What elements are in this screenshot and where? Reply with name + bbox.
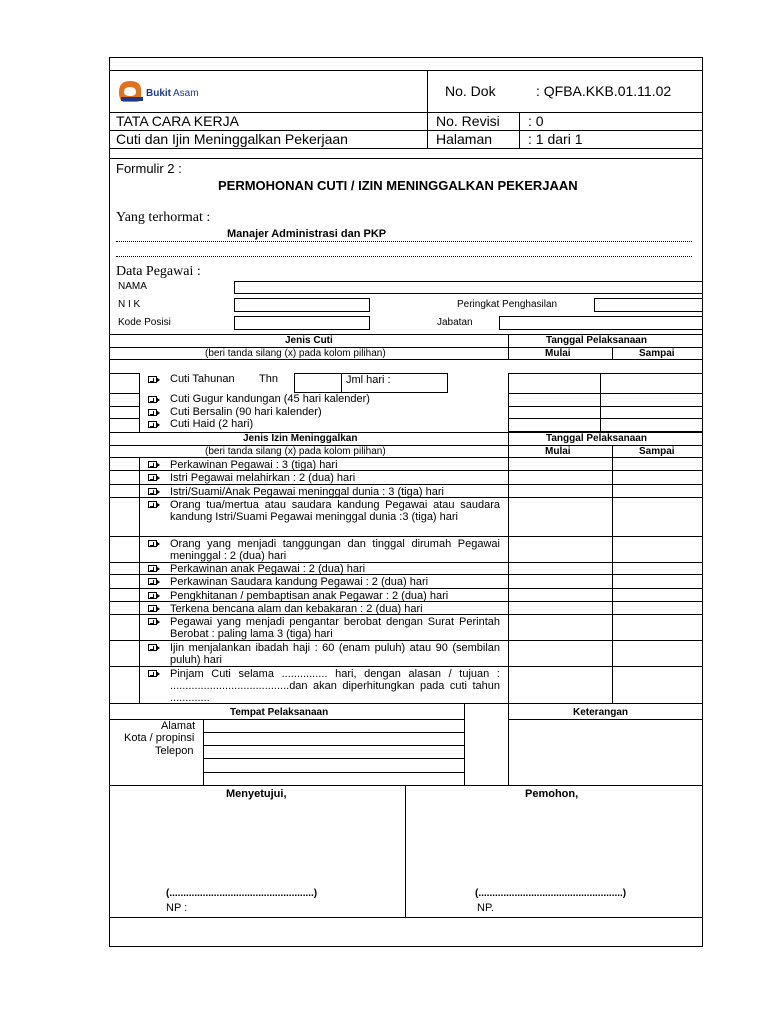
- jabatan-label: Jabatan: [437, 317, 473, 328]
- jenis-cuti-header: Jenis Cuti: [285, 335, 333, 346]
- cuti-item-checkbox-icon[interactable]: [148, 421, 157, 428]
- keterangan-header: Keterangan: [573, 707, 629, 718]
- izin-item-label: Terkena bencana alam dan kebakaran : 2 (dua) hari: [170, 603, 423, 615]
- izin-tanggal-header: Tanggal Pelaksanaan: [546, 433, 647, 444]
- izin-item-label: Pengkhitanan / pembaptisan anak Pegawar : 2 (dua) hari: [170, 590, 449, 602]
- logo-text-light: Asam: [173, 88, 199, 99]
- izin-item-label: Orang tua/mertua atau saudara kandung Pegawai atau saudara kandung Istri/Suami Pegawai meninggal dunia :3 (tiga) hari: [170, 499, 500, 523]
- izin-item-label: Ijin menjalankan ibadah haji : 60 (enam puluh) atau 90 (sembilan puluh) hari: [170, 642, 500, 666]
- izin-item-checkbox-icon[interactable]: [148, 618, 157, 625]
- telepon-label: Telepon: [155, 745, 194, 757]
- tata-cara-label: TATA CARA KERJA: [116, 113, 239, 129]
- cuti-tanggal-header: Tanggal Pelaksanaan: [546, 335, 647, 346]
- cuti-mulai-header: Mulai: [545, 348, 571, 359]
- no-dok-label: No. Dok: [445, 83, 496, 99]
- izin-item-label: Perkawinan Saudara kandung Pegawai : 2 (dua) hari: [170, 576, 429, 588]
- izin-item-checkbox-icon[interactable]: [148, 592, 157, 599]
- izin-item-checkbox-icon[interactable]: [148, 474, 157, 481]
- izin-mulai-header: Mulai: [545, 446, 571, 457]
- cuti-tahunan-checkbox-icon[interactable]: [148, 376, 157, 383]
- nik-field[interactable]: [234, 298, 370, 312]
- halaman-label: Halaman: [436, 131, 493, 147]
- addressee: Manajer Administrasi dan PKP: [227, 228, 387, 240]
- cuti-thn-field[interactable]: [294, 373, 342, 393]
- frame-top: [109, 57, 703, 58]
- cuti-tahunan-label: Cuti Tahunan: [170, 373, 235, 385]
- cuti-thn-label: Thn: [259, 373, 278, 385]
- cuti-sampai-header: Sampai: [639, 348, 675, 359]
- kode-posisi-label: Kode Posisi: [118, 317, 171, 328]
- formulir-label: Formulir 2 :: [116, 161, 182, 176]
- izin-item-label: Perkawinan Pegawai : 3 (tiga) hari: [170, 459, 338, 471]
- applicant-signature-line: (....................................................): [475, 888, 627, 899]
- cuti-jml-hari-label: Jml hari :: [346, 374, 391, 386]
- cuti-item-label: Cuti Bersalin (90 hari kalender): [170, 406, 322, 418]
- cuti-item-checkbox-icon[interactable]: [148, 409, 157, 416]
- telepon-field[interactable]: [204, 746, 464, 758]
- izin-item-checkbox-icon[interactable]: [148, 488, 157, 495]
- izin-item-label: Istri/Suami/Anak Pegawai meninggal dunia : 3 (tiga) hari: [170, 486, 444, 498]
- jenis-izin-header: Jenis Izin Meninggalkan: [243, 433, 358, 444]
- nik-label: N I K: [118, 299, 141, 310]
- keterangan-field[interactable]: [509, 720, 702, 785]
- izin-item-label: Orang yang menjadi tanggungan dan tinggal dirumah Pegawai meninggal : 2 (dua) hari: [170, 538, 500, 562]
- tempat-header: Tempat Pelaksanaan: [230, 707, 329, 718]
- peringkat-field[interactable]: [594, 298, 703, 312]
- izin-item-label: Perkawinan anak Pegawai : 2 (dua) hari: [170, 563, 366, 575]
- izin-item-checkbox-icon[interactable]: [148, 644, 157, 651]
- alamat-field[interactable]: [204, 720, 464, 732]
- nama-field[interactable]: [234, 281, 703, 294]
- cuti-date-cell[interactable]: [509, 374, 599, 392]
- no-revisi-label: No. Revisi: [436, 113, 500, 129]
- yang-terhormat-label: Yang terhormat :: [116, 210, 211, 225]
- izin-item-checkbox-icon[interactable]: [148, 578, 157, 585]
- nama-label: NAMA: [118, 281, 147, 292]
- halaman-value: : 1 dari 1: [528, 131, 583, 147]
- izin-item-label: Pinjam Cuti selama ............... hari, dengan alasan / tujuan : .......................................dan akan diperhitungkan pada cuti tahun .............: [170, 668, 500, 704]
- cuti-item-label: Cuti Haid (2 hari): [170, 418, 254, 430]
- cuti-date-cell[interactable]: [601, 374, 702, 392]
- frame-right: [702, 57, 703, 947]
- jabatan-field[interactable]: [499, 316, 703, 330]
- no-revisi-value: : 0: [528, 113, 544, 129]
- frame-left: [109, 57, 110, 947]
- izin-item-checkbox-icon[interactable]: [148, 501, 157, 508]
- form-title: PERMOHONAN CUTI / IZIN MENINGGALKAN PEKERJAAN: [218, 178, 578, 193]
- cuti-instruction: (beri tanda silang (x) pada kolom pilihan): [205, 348, 386, 359]
- izin-item-checkbox-icon[interactable]: [148, 565, 157, 572]
- subject-label: Cuti dan Ijin Meninggalkan Pekerjaan: [116, 131, 348, 147]
- izin-item-label: Pegawai yang menjadi pengantar berobat dengan Surat Perintah Berobat : paling lama 3 (tiga) hari: [170, 616, 500, 640]
- approver-np-label: NP :: [166, 902, 188, 914]
- company-logo: [117, 78, 227, 104]
- bukit-asam-logo-icon: [117, 78, 147, 104]
- izin-item-checkbox-icon[interactable]: [148, 540, 157, 547]
- menyetujui-label: Menyetujui,: [226, 788, 287, 800]
- logo-text-bold: Bukit: [146, 88, 171, 99]
- kota-label: Kota / propinsi: [124, 732, 195, 744]
- izin-item-label: Istri Pegawai melahirkan : 2 (dua) hari: [170, 472, 356, 484]
- pemohon-label: Pemohon,: [525, 788, 579, 800]
- data-pegawai-label: Data Pegawai :: [116, 264, 201, 279]
- izin-item-checkbox-icon[interactable]: [148, 461, 157, 468]
- kode-posisi-field[interactable]: [234, 316, 370, 330]
- no-dok-value: : QFBA.KKB.01.11.02: [536, 83, 672, 99]
- izin-sampai-header: Sampai: [639, 446, 675, 457]
- applicant-np-label: NP.: [477, 902, 494, 914]
- alamat-label: Alamat: [161, 720, 196, 732]
- frame-bottom: [109, 946, 703, 947]
- cuti-item-checkbox-icon[interactable]: [148, 396, 157, 403]
- izin-item-checkbox-icon[interactable]: [148, 670, 157, 677]
- peringkat-label: Peringkat Penghasilan: [457, 299, 558, 310]
- izin-instruction: (beri tanda silang (x) pada kolom pilihan): [205, 446, 386, 457]
- kota-field[interactable]: [204, 733, 464, 745]
- cuti-item-label: Cuti Gugur kandungan (45 hari kalender): [170, 393, 370, 405]
- approver-signature-line: (....................................................): [166, 888, 318, 899]
- izin-item-checkbox-icon[interactable]: [148, 605, 157, 612]
